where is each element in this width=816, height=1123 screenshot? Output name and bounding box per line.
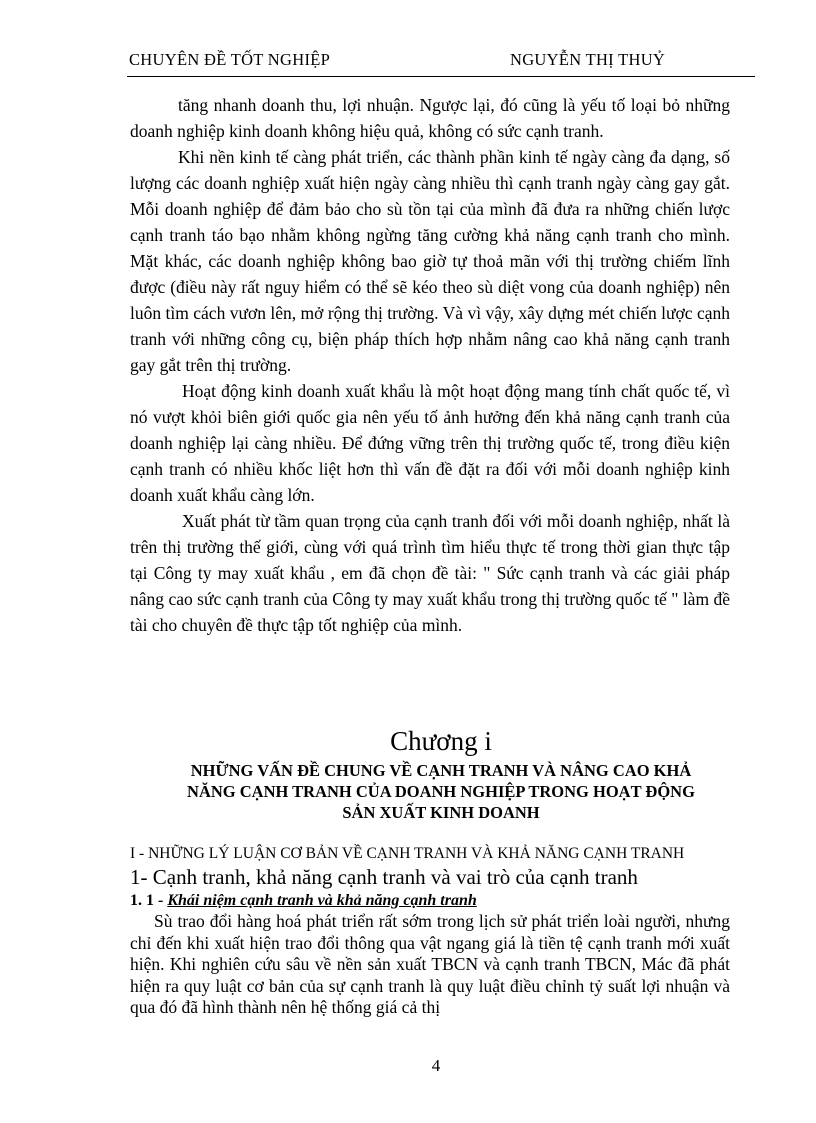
header-author-name: NGUYỄN THỊ THUỶ xyxy=(510,50,666,69)
paragraph-4: Xuất phát từ tầm quan trọng của cạnh tranh đối với mỗi doanh nghiệp, nhất là trên thị trường thế giới, cùng với quá trình tìm hiểu thực tế trong thời gian thực tập tại Công ty may xuất khẩu , em đã chọn đề tài: " Sức cạnh tranh và các giải pháp nâng cao sức cạnh tranh của Công ty may xuất khẩu trong thị trường quốc tế " làm đề tài cho chuyên đề thực tập tốt nghiệp của mình. xyxy=(130,511,730,635)
section-heading: I - NHỮNG LÝ LUẬN CƠ BẢN VỀ CẠNH TRANH VÀ KHẢ NĂNG CẠNH TRANH xyxy=(130,845,685,862)
subsection-heading: 1- Cạnh tranh, khả năng cạnh tranh và vai trò của cạnh tranh xyxy=(130,865,638,889)
section-paragraph: Sù trao đổi hàng hoá phát triển rất sớm trong lịch sử phát triển loài người, nhưng chỉ đến khi xuất hiện trao đổi thông qua vật ngang giá là tiền tệ cạnh tranh mới xuất hiện. Khi nghiên cứu sâu về nền sản xuất TBCN và cạnh tranh TBCN, Mác đã phát hiện ra quy luật cơ bản của sự cạnh tranh là quy luật điều chỉnh tỷ suất lợi nhuận và qua đó đã hình thành nên hệ thống giá cả thị xyxy=(130,911,730,1017)
paragraph-2: Khi nền kinh tế càng phát triển, các thành phần kinh tế ngày càng đa dạng, số lượng các doanh nghiệp xuất hiện ngày càng nhiều thì cạnh tranh ngày càng gay gắt. Mỗi doanh nghiệp để đảm bảo cho sù tồn tại của mình đã đưa ra những chiến lược cạnh tranh táo bạo nhằm không ngừng tăng cường khả năng cạnh tranh cho mình. Mặt khác, các doanh nghiệp không bao giờ tự thoả mãn với thị trường chiếm lĩnh được (điều này rất nguy hiểm có thể sẽ kéo theo sù diệt vong của doanh nghiệp) nên luôn tìm cách vươn lên, mở rộng thị trường. Và vì vậy, xây dựng mét chiến lược cạnh tranh với những công cụ, biện pháp thích hợp nhằm nâng cao khả năng cạnh tranh gay gắt trên thị trường. xyxy=(130,147,730,375)
chapter-heading-line-2: NĂNG CẠNH TRANH CỦA DOANH NGHIỆP TRONG HOẠT ĐỘNG xyxy=(187,782,695,801)
subsubsection-title: Khái niệm cạnh tranh và khả năng cạnh tranh xyxy=(167,892,477,909)
chapter-heading-line-1: NHỮNG VẤN ĐỀ CHUNG VỀ CẠNH TRANH VÀ NÂNG CAO KHẢ xyxy=(190,761,692,780)
intro-body xyxy=(130,92,730,638)
subsubsection-number: 1. 1 - xyxy=(130,892,168,909)
section-body xyxy=(130,911,730,1019)
paragraph-3: Hoạt động kinh doanh xuất khẩu là một hoạt động mang tính chất quốc tế, vì nó vượt khỏi biên giới quốc gia nên yếu tố ảnh hưởng đến khả năng cạnh tranh của doanh nghiệp lại càng nhiều. Để đứng vững trên thị trường quốc tế, trong điều kiện cạnh tranh có nhiều khốc liệt hơn thì vấn đề đặt ra đối với mỗi doanh nghiệp kinh doanh xuất khẩu càng lớn. xyxy=(130,381,730,505)
page-number: 4 xyxy=(431,1056,441,1075)
chapter-heading-line-3: SẢN XUẤT KINH DOANH xyxy=(342,803,540,822)
subsubsection-heading xyxy=(130,890,758,911)
header-document-type: CHUYÊN ĐỀ TỐT NGHIỆP xyxy=(129,50,331,69)
chapter-heading xyxy=(127,760,755,823)
paragraph-1: tăng nhanh doanh thu, lợi nhuận. Ngược lại, đó cũng là yếu tố loại bỏ những doanh nghiệp kinh doanh không hiệu quả, không có sức cạnh tranh. xyxy=(130,95,730,141)
chapter-title: Chương i xyxy=(390,726,492,756)
page-header xyxy=(127,50,755,77)
